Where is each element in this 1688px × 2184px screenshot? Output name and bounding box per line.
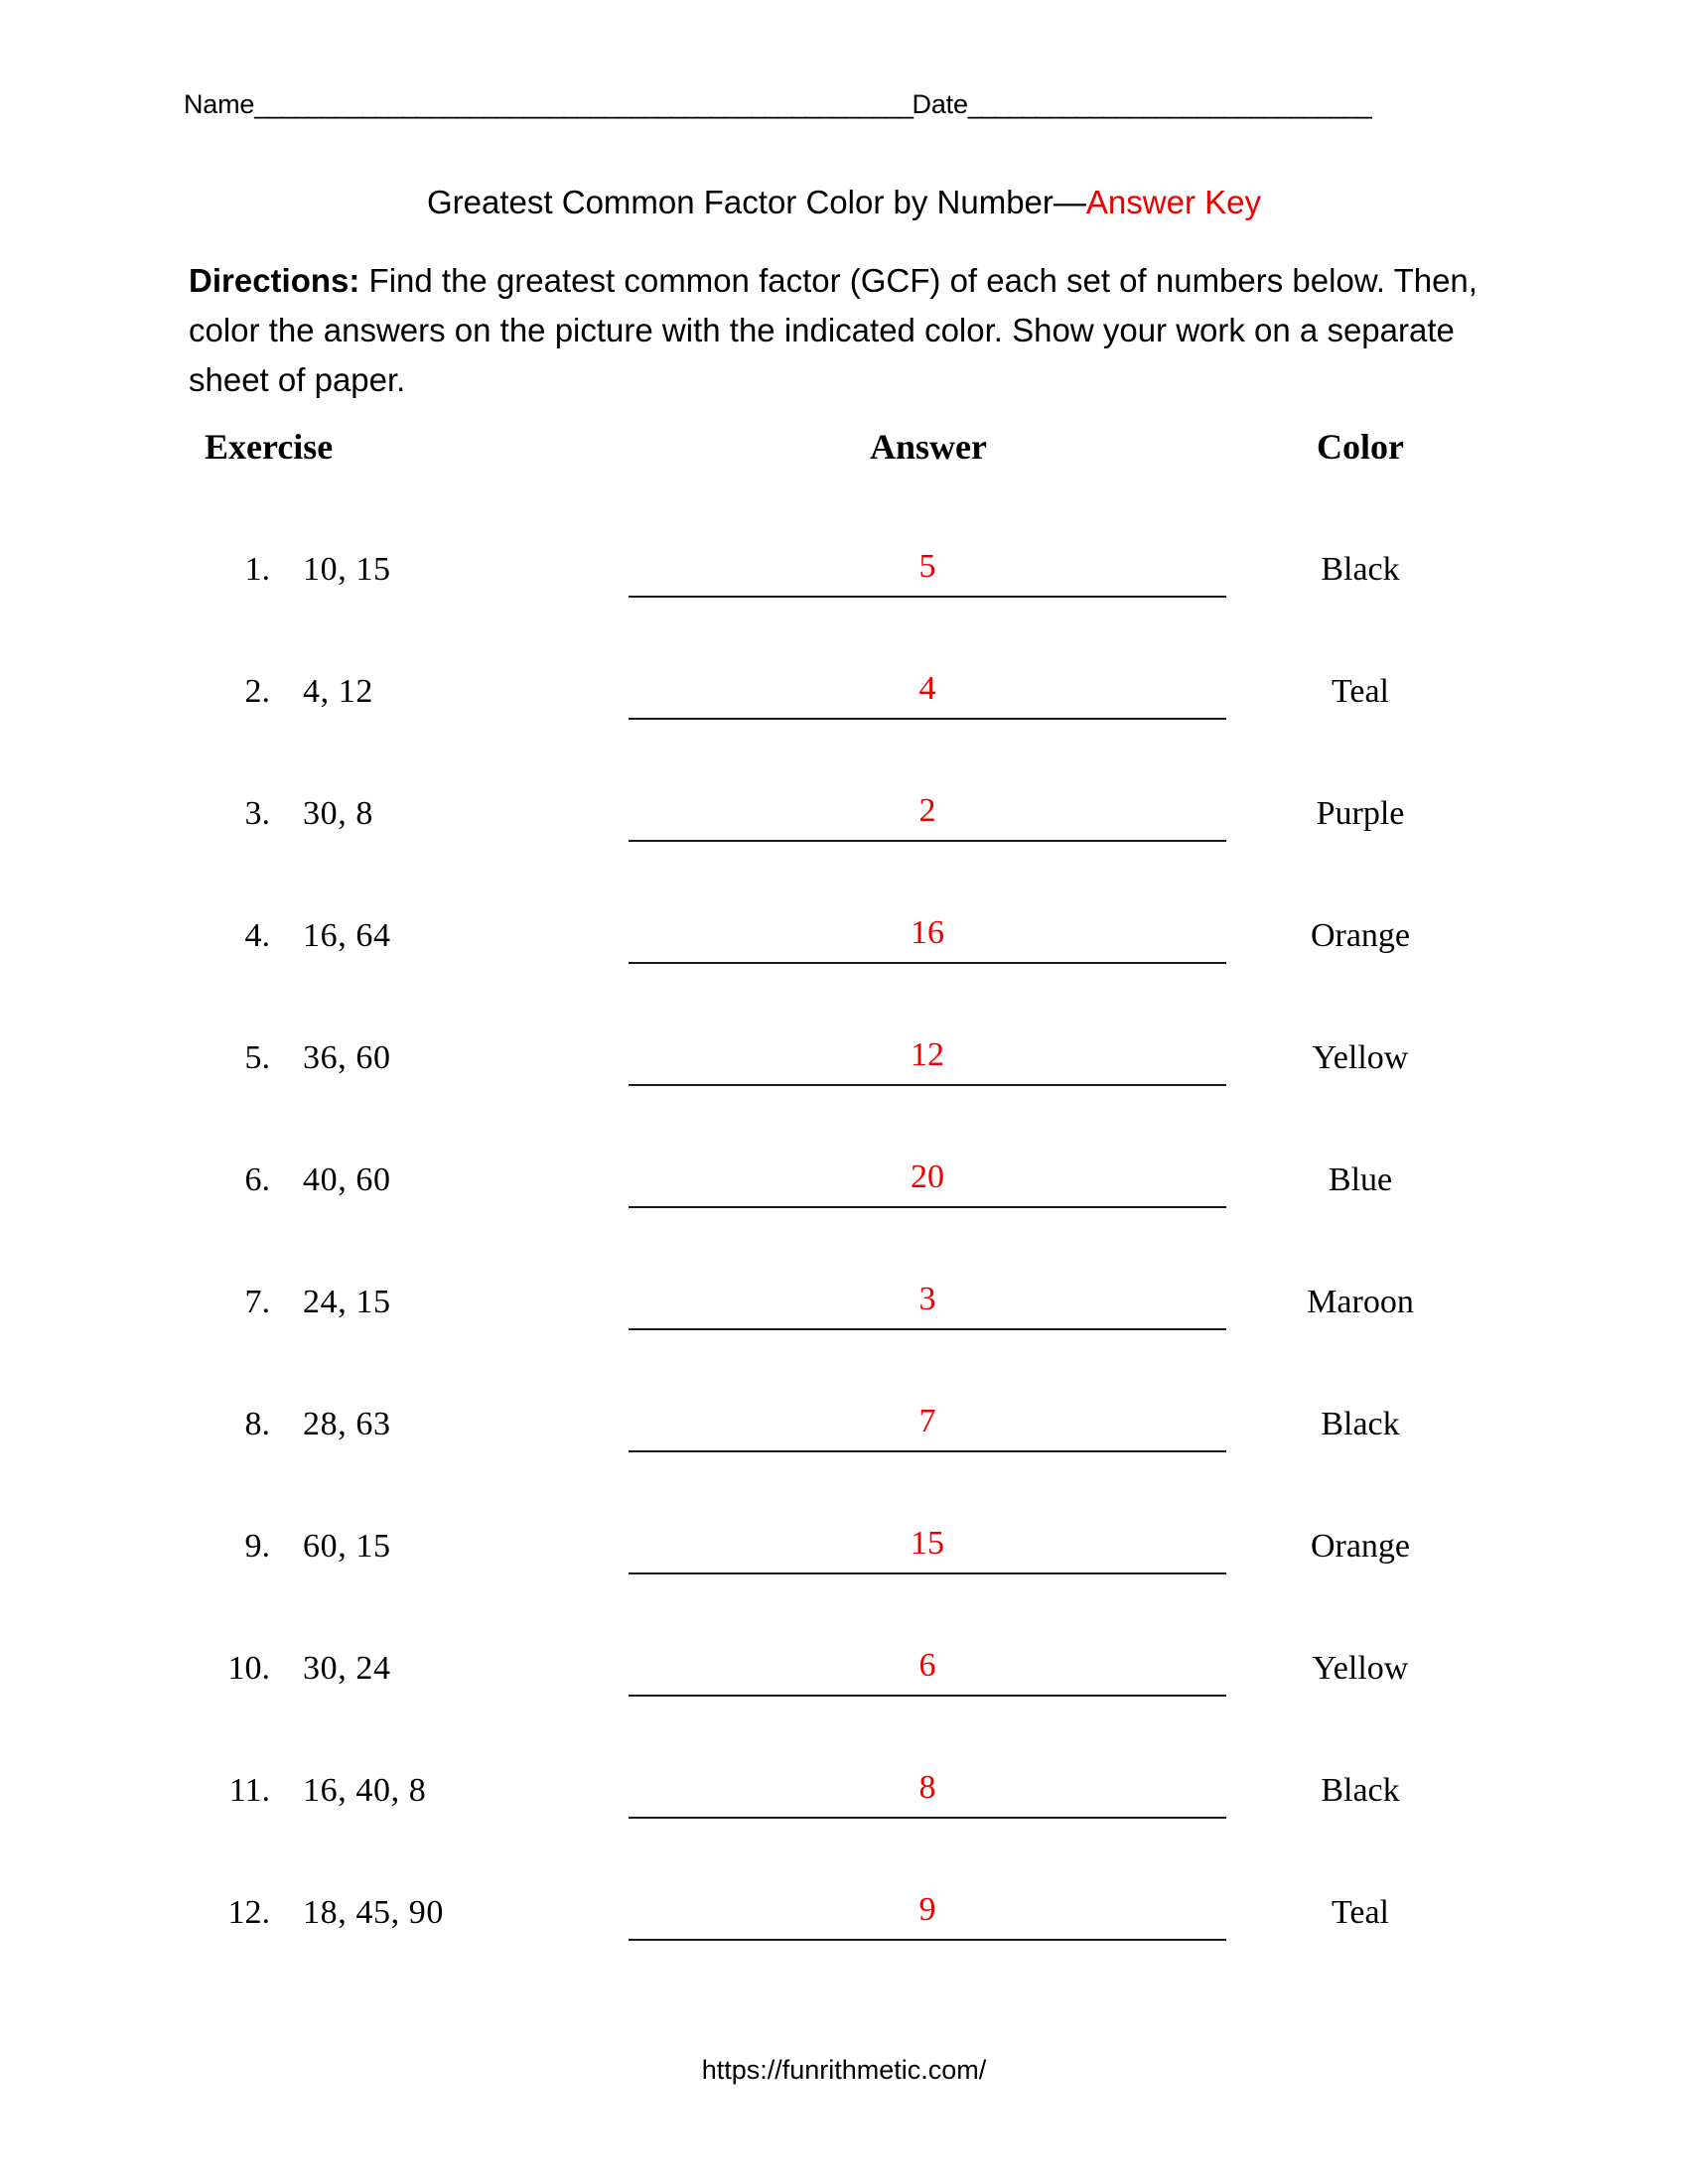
answer-field[interactable]: [629, 1275, 1226, 1332]
answer-write-line: [629, 840, 1226, 842]
answer-field[interactable]: [629, 1030, 1226, 1088]
column-header-answer: Answer: [870, 427, 987, 467]
table-row: [0, 536, 1688, 658]
column-header-exercise: Exercise: [205, 427, 334, 467]
answer-write-line: [629, 1695, 1226, 1697]
answer-key-badge: Answer Key: [1085, 184, 1261, 220]
directions-block: [189, 256, 1509, 405]
exercise-numbers: 18, 45, 90: [303, 1894, 444, 1931]
exercise-number: 5.: [244, 1039, 270, 1076]
color-label: Purple: [1316, 795, 1405, 832]
exercise-number: 7.: [244, 1284, 270, 1320]
answer-value: 15: [911, 1525, 944, 1562]
table-row: [0, 1269, 1688, 1391]
answer-field[interactable]: [629, 908, 1226, 966]
answer-value: 3: [918, 1281, 936, 1317]
answer-write-line: [629, 596, 1226, 598]
answer-field[interactable]: [629, 1397, 1226, 1454]
answer-value: 16: [911, 914, 944, 951]
color-label: Black: [1321, 1772, 1400, 1809]
answer-field[interactable]: [629, 786, 1226, 844]
answer-write-line: [629, 1817, 1226, 1819]
name-write-line: _________________________________________________: [254, 89, 913, 119]
table-row: [0, 1024, 1688, 1147]
exercise-number: 1.: [244, 551, 270, 588]
answer-value: 9: [918, 1891, 936, 1928]
answer-field[interactable]: [629, 664, 1226, 722]
answer-write-line: [629, 1939, 1226, 1941]
color-label: Yellow: [1312, 1039, 1409, 1076]
answer-value: 20: [911, 1159, 944, 1195]
name-label: Name: [184, 89, 255, 119]
date-label: Date: [912, 89, 968, 119]
table-row: [0, 1147, 1688, 1269]
color-label: Black: [1321, 1406, 1400, 1442]
color-label: Yellow: [1312, 1650, 1409, 1687]
exercise-numbers: 4, 12: [303, 673, 373, 710]
answer-write-line: [629, 1572, 1226, 1574]
answer-value: 7: [918, 1403, 936, 1439]
answer-field[interactable]: [629, 1641, 1226, 1699]
exercise-number: 9.: [244, 1528, 270, 1565]
footer-url: https://funrithmetic.com/: [701, 2055, 987, 2085]
date-write-line: ______________________________: [967, 89, 1371, 119]
answer-write-line: [629, 1206, 1226, 1208]
directions-text: Find the greatest common factor (GCF) of each set of numbers below. Then, color the answers on the picture with the indicated color. Show your work on a separate sheet of paper.: [189, 262, 1477, 398]
table-row: [0, 1757, 1688, 1879]
directions-label: Directions: [189, 262, 350, 299]
exercise-number: 2.: [244, 673, 270, 710]
table-row: [0, 902, 1688, 1024]
exercise-number: 6.: [244, 1161, 270, 1198]
exercise-numbers: 36, 60: [303, 1039, 391, 1076]
table-row: [0, 1391, 1688, 1513]
color-label: Teal: [1331, 1894, 1390, 1931]
answer-write-line: [629, 962, 1226, 964]
color-label: Blue: [1328, 1161, 1393, 1198]
answer-field[interactable]: [629, 1885, 1226, 1943]
exercise-number: 8.: [244, 1406, 270, 1442]
exercise-number: 12.: [227, 1894, 270, 1931]
exercise-list: [0, 536, 1688, 2001]
color-label: Orange: [1310, 917, 1411, 954]
exercise-numbers: 16, 64: [303, 917, 391, 954]
answer-write-line: [629, 1084, 1226, 1086]
name-date-header: [184, 87, 1475, 121]
page-title: [0, 182, 1688, 223]
exercise-numbers: 24, 15: [303, 1284, 391, 1320]
answer-field[interactable]: [629, 1763, 1226, 1821]
exercise-numbers: 28, 63: [303, 1406, 391, 1442]
answer-value: 12: [911, 1036, 944, 1073]
table-row: [0, 780, 1688, 902]
color-label: Teal: [1331, 673, 1390, 710]
exercise-numbers: 40, 60: [303, 1161, 391, 1198]
exercise-numbers: 10, 15: [303, 551, 391, 588]
answer-value: 6: [918, 1647, 936, 1684]
page-title-main: Greatest Common Factor Color by Number—: [427, 184, 1086, 220]
table-row: [0, 1635, 1688, 1757]
exercise-number: 11.: [228, 1772, 270, 1809]
table-row: [0, 658, 1688, 780]
answer-field[interactable]: [629, 1153, 1226, 1210]
answer-write-line: [629, 1328, 1226, 1330]
answer-value: 4: [918, 670, 936, 707]
table-row: [0, 1513, 1688, 1635]
column-header-color: Color: [1317, 427, 1404, 467]
exercise-numbers: 60, 15: [303, 1528, 391, 1565]
exercise-number: 3.: [244, 795, 270, 832]
table-row: [0, 1879, 1688, 2001]
exercise-number: 4.: [244, 917, 270, 954]
answer-value: 5: [918, 548, 936, 585]
color-label: Maroon: [1307, 1284, 1414, 1320]
directions-colon: :: [349, 262, 360, 299]
answer-field[interactable]: [629, 1519, 1226, 1576]
answer-write-line: [629, 1450, 1226, 1452]
exercise-numbers: 30, 24: [303, 1650, 391, 1687]
answer-value: 8: [918, 1769, 936, 1806]
exercise-numbers: 30, 8: [303, 795, 373, 832]
answer-field[interactable]: [629, 542, 1226, 600]
exercise-number: 10.: [227, 1650, 270, 1687]
answer-value: 2: [918, 792, 936, 829]
exercise-numbers: 16, 40, 8: [303, 1772, 427, 1809]
answer-write-line: [629, 718, 1226, 720]
color-label: Orange: [1310, 1528, 1411, 1565]
color-label: Black: [1321, 551, 1400, 588]
